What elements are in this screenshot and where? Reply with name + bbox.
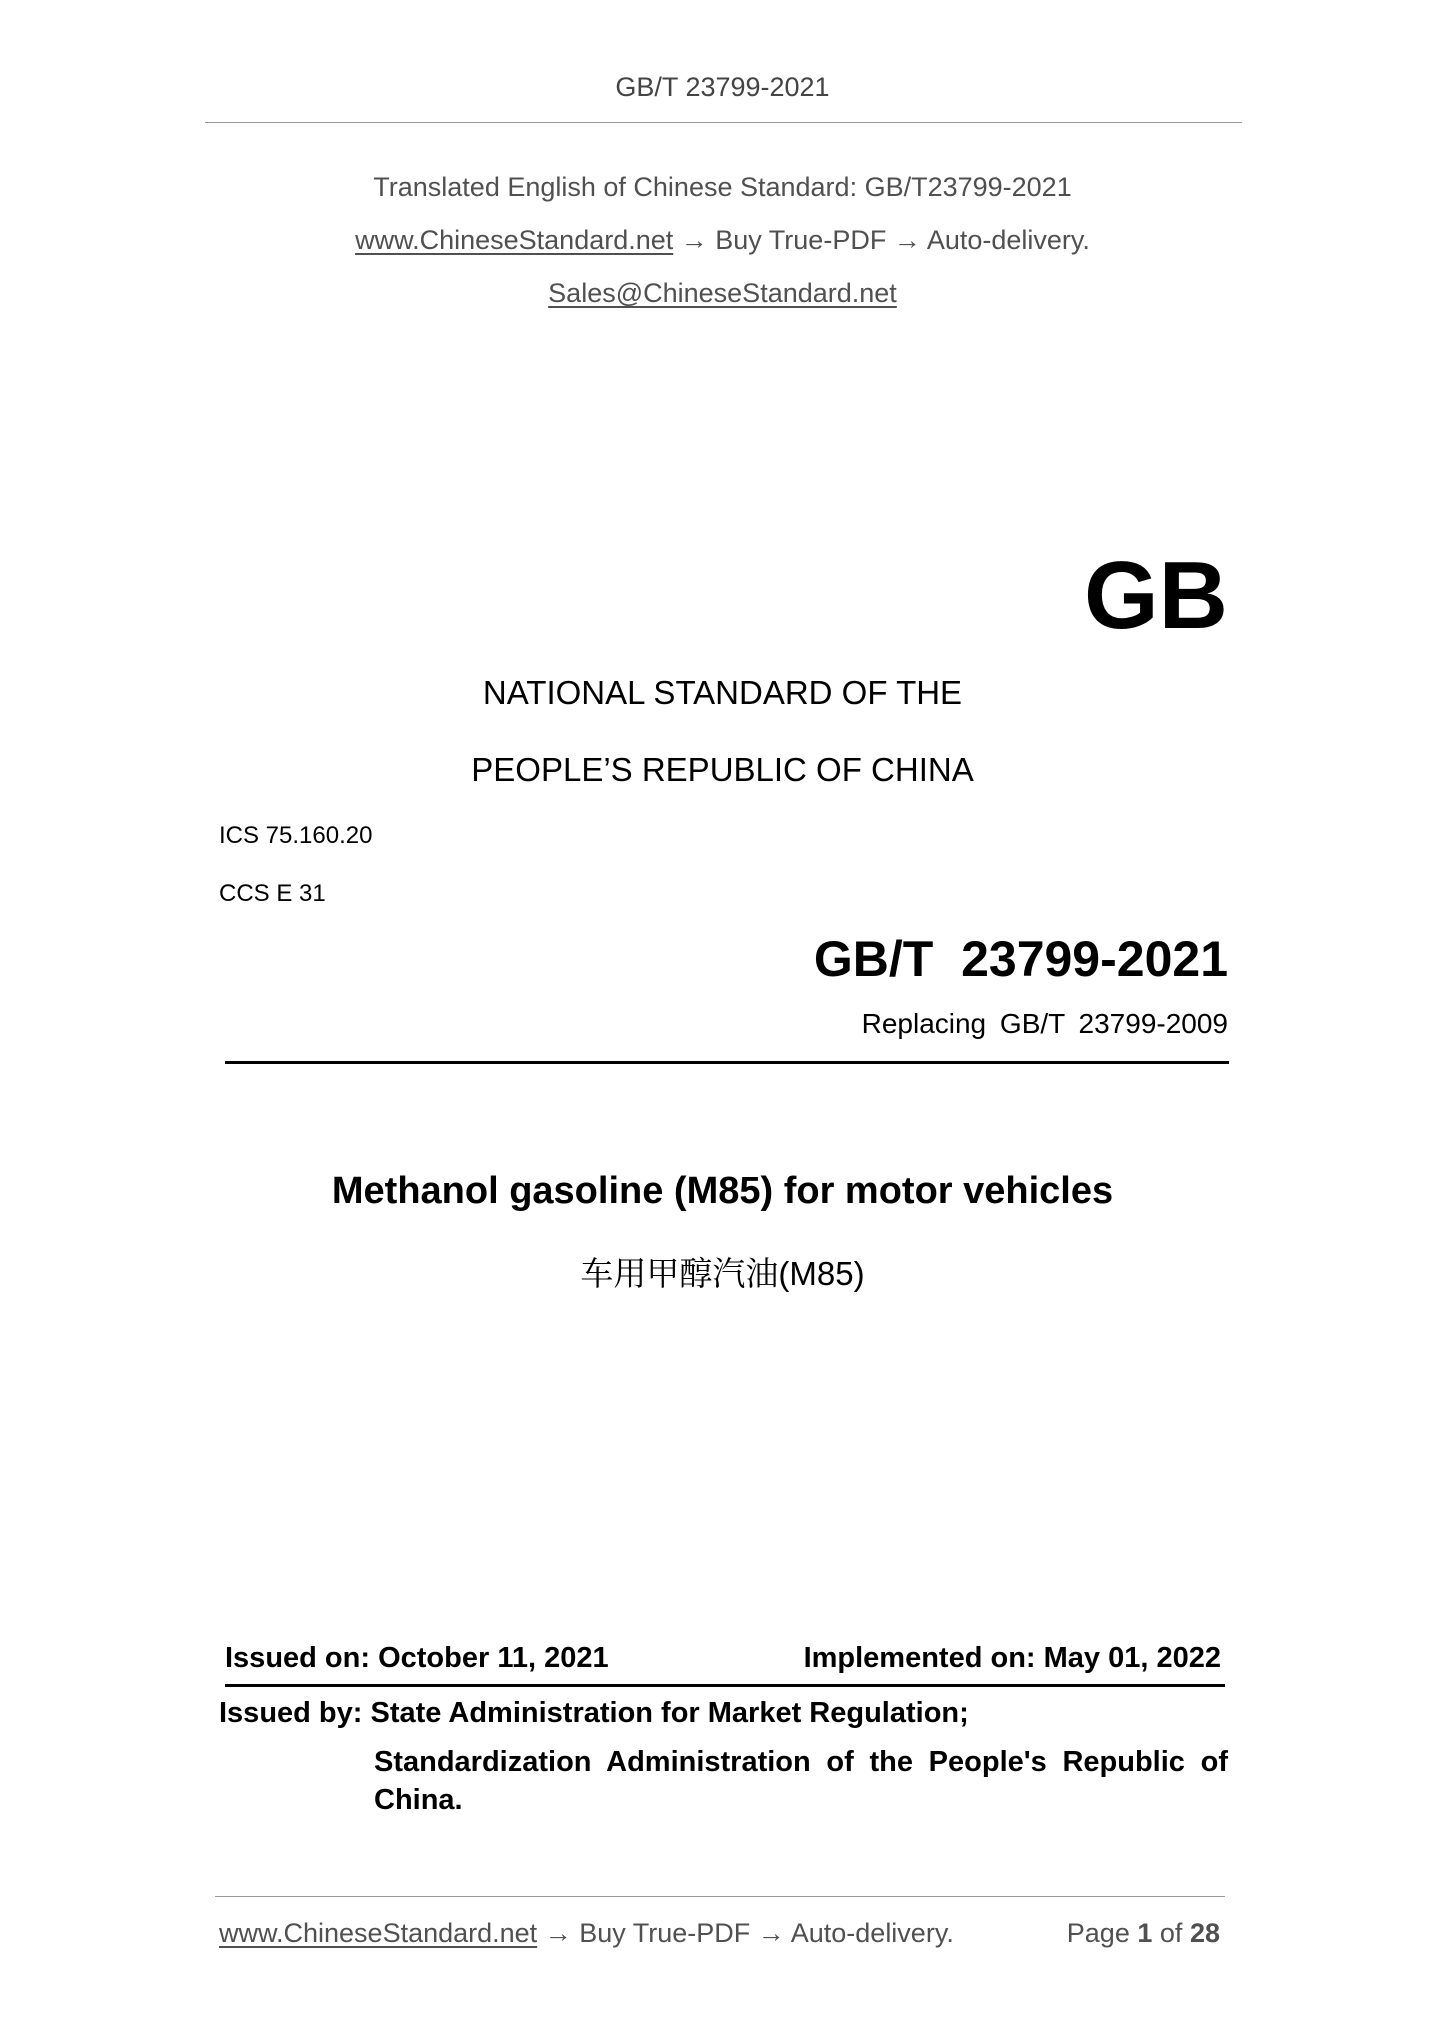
replacing-standard: Replacing GB/T 23799-2009 — [861, 1008, 1228, 1039]
page-indicator — [1067, 1918, 1220, 1949]
implemented-on-date: Implemented on: May 01, 2022 — [803, 1642, 1221, 1674]
document-title-english: Methanol gasoline (M85) for motor vehicles — [331, 1170, 1114, 1212]
page-label: Page — [1066, 1918, 1130, 1948]
republic-heading: PEOPLE’S REPUBLIC OF CHINA — [471, 751, 974, 788]
footer-website-link[interactable]: www.ChineseStandard.net — [219, 1918, 538, 1948]
footer-divider — [215, 1896, 1225, 1897]
issued-on-date: Issued on: October 11, 2021 — [225, 1642, 609, 1674]
running-header: GB/T 23799-2021 — [615, 72, 830, 102]
header-divider — [205, 122, 1242, 123]
page-number: 1 — [1137, 1918, 1153, 1948]
page-total: 28 — [1189, 1918, 1220, 1948]
of-label: of — [1159, 1918, 1183, 1948]
title-divider — [225, 1061, 1229, 1064]
translation-notice: Translated English of Chinese Standard: GB/T23799-2021 — [373, 172, 1072, 202]
website-link[interactable]: www.ChineseStandard.net — [355, 225, 674, 255]
standard-number-text: GB/T 23799-2021 — [813, 931, 1228, 987]
national-standard-heading: NATIONAL STANDARD OF THE — [482, 674, 963, 711]
ccs-code: CCS E 31 — [219, 880, 326, 907]
footer-purchase-notice — [219, 1918, 954, 1949]
issued-by: Issued by: State Administration for Market Regulation; — [219, 1697, 969, 1729]
issue-divider — [225, 1684, 1225, 1687]
footer-purchase-text: → Buy True-PDF → Auto-delivery. — [537, 1918, 954, 1948]
purchase-text: → Buy True-PDF → Auto-delivery. — [673, 225, 1090, 255]
purchase-notice — [0, 225, 1445, 256]
ics-code: ICS 75.160.20 — [219, 822, 373, 849]
gb-logo: GB — [1084, 542, 1228, 649]
document-title-chinese: 车用甲醇汽油(M85) — [580, 1255, 865, 1292]
sales-email-link[interactable]: Sales@ChineseStandard.net — [548, 278, 897, 308]
issued-by-second-authority: Standardization Administration of the People's Republic of China. — [374, 1746, 1228, 1816]
standard-number — [814, 932, 1228, 987]
email-line — [0, 278, 1445, 309]
